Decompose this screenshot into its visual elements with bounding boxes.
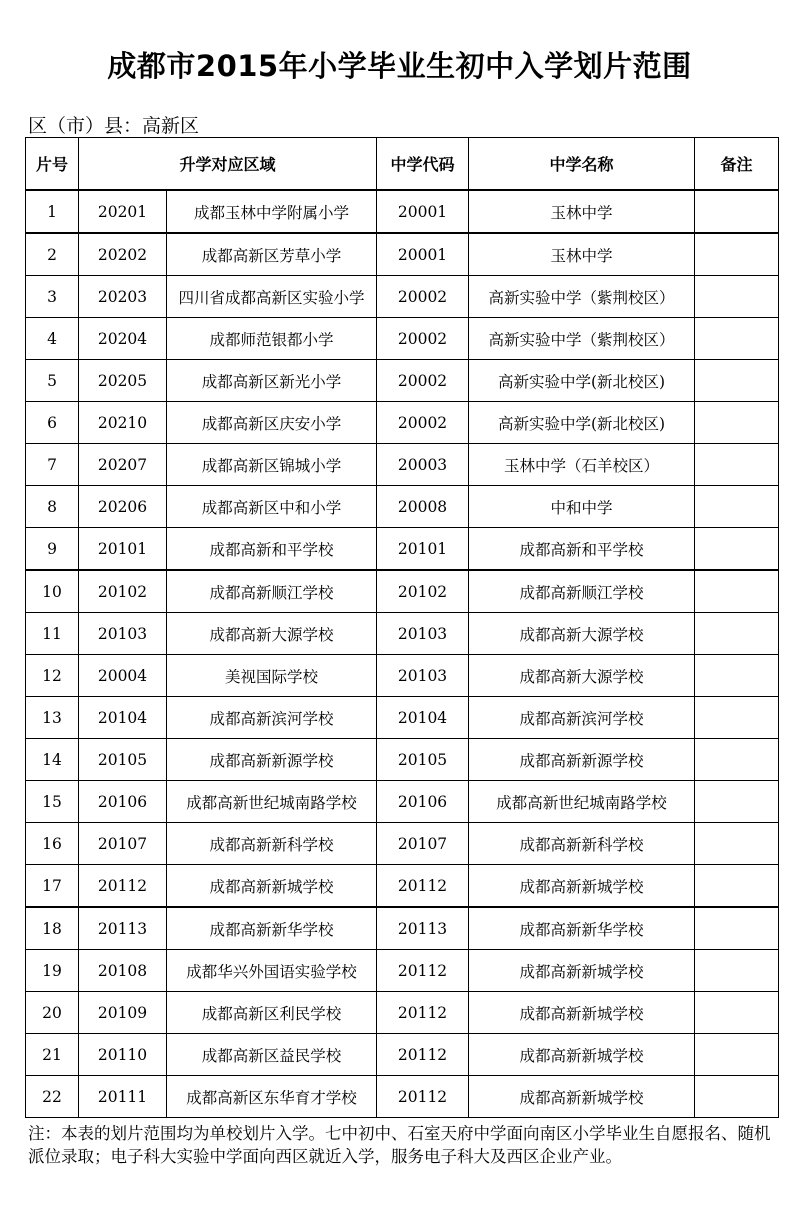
area-name-cell: 成都师范银都小学 <box>167 318 377 360</box>
zone-no-cell: 1 <box>26 190 79 233</box>
school-code-cell: 20112 <box>377 1076 469 1118</box>
zone-no-cell: 12 <box>26 655 79 697</box>
remark-cell <box>695 613 779 655</box>
area-name-cell: 美视国际学校 <box>167 655 377 697</box>
school-name-cell: 成都高新世纪城南路学校 <box>469 781 695 823</box>
header-zone-no: 片号 <box>26 138 79 191</box>
school-code-cell: 20103 <box>377 655 469 697</box>
area-name-cell: 成都高新和平学校 <box>167 528 377 571</box>
footnote: 注：本表的划片范围均为单校划片入学。七中初中、石室天府中学面向南区小学毕业生自愿报名、随机派位录取；电子科大实验中学面向西区就近入学，服务电子科大及西区企业产业。 <box>28 1124 771 1166</box>
school-name-cell: 玉林中学 <box>469 233 695 276</box>
area-name-cell: 成都华兴外国语实验学校 <box>167 950 377 992</box>
school-zoning-table <box>25 137 779 1118</box>
school-name-cell: 玉林中学（石羊校区） <box>469 444 695 486</box>
remark-cell <box>695 950 779 992</box>
area-code-cell: 20004 <box>79 655 167 697</box>
table-row <box>26 950 779 992</box>
area-code-cell: 20101 <box>79 528 167 571</box>
area-code-cell: 20111 <box>79 1076 167 1118</box>
area-name-cell: 成都高新新华学校 <box>167 907 377 950</box>
area-name-cell: 成都高新区利民学校 <box>167 992 377 1034</box>
remark-cell <box>695 697 779 739</box>
area-name-cell: 成都高新大源学校 <box>167 613 377 655</box>
school-code-cell: 20002 <box>377 318 469 360</box>
school-name-cell: 成都高新新源学校 <box>469 739 695 781</box>
school-code-cell: 20103 <box>377 613 469 655</box>
zone-no-cell: 9 <box>26 528 79 571</box>
zone-no-cell: 22 <box>26 1076 79 1118</box>
zone-no-cell: 13 <box>26 697 79 739</box>
area-code-cell: 20112 <box>79 865 167 908</box>
area-code-cell: 20108 <box>79 950 167 992</box>
school-code-cell: 20008 <box>377 486 469 528</box>
area-name-cell: 成都高新顺江学校 <box>167 570 377 613</box>
zone-no-cell: 6 <box>26 402 79 444</box>
table-row <box>26 992 779 1034</box>
area-code-cell: 20201 <box>79 190 167 233</box>
school-name-cell: 成都高新大源学校 <box>469 613 695 655</box>
table-row <box>26 360 779 402</box>
remark-cell <box>695 823 779 865</box>
zone-no-cell: 18 <box>26 907 79 950</box>
area-name-cell: 成都高新新源学校 <box>167 739 377 781</box>
area-name-cell: 成都高新区益民学校 <box>167 1034 377 1076</box>
school-name-cell: 成都高新滨河学校 <box>469 697 695 739</box>
header-school-code: 中学代码 <box>377 138 469 191</box>
zone-no-cell: 4 <box>26 318 79 360</box>
table-row <box>26 318 779 360</box>
remark-cell <box>695 570 779 613</box>
page-title: 成都市2015年小学毕业生初中入学划片范围 <box>107 49 692 83</box>
school-code-cell: 20102 <box>377 570 469 613</box>
school-code-cell: 20104 <box>377 697 469 739</box>
table-header-row <box>26 138 779 191</box>
school-code-cell: 20112 <box>377 865 469 908</box>
remark-cell <box>695 444 779 486</box>
table-row <box>26 402 779 444</box>
remark-cell <box>695 1076 779 1118</box>
zone-no-cell: 15 <box>26 781 79 823</box>
table-row <box>26 865 779 908</box>
remark-cell <box>695 865 779 908</box>
area-code-cell: 20105 <box>79 739 167 781</box>
area-name-cell: 成都高新新科学校 <box>167 823 377 865</box>
area-code-cell: 20210 <box>79 402 167 444</box>
table-row <box>26 570 779 613</box>
remark-cell <box>695 992 779 1034</box>
table-row <box>26 528 779 571</box>
area-name-cell: 成都高新区芳草小学 <box>167 233 377 276</box>
remark-cell <box>695 318 779 360</box>
area-name-cell: 成都高新新城学校 <box>167 865 377 908</box>
school-name-cell: 成都高新新城学校 <box>469 950 695 992</box>
area-name-cell: 成都高新世纪城南路学校 <box>167 781 377 823</box>
zone-no-cell: 11 <box>26 613 79 655</box>
school-name-cell: 高新实验中学(新北校区) <box>469 360 695 402</box>
school-code-cell: 20002 <box>377 402 469 444</box>
zone-no-cell: 14 <box>26 739 79 781</box>
school-name-cell: 玉林中学 <box>469 190 695 233</box>
remark-cell <box>695 276 779 318</box>
area-code-cell: 20103 <box>79 613 167 655</box>
school-name-cell: 成都高新新科学校 <box>469 823 695 865</box>
school-code-cell: 20002 <box>377 276 469 318</box>
area-name-cell: 成都高新区锦城小学 <box>167 444 377 486</box>
zone-no-cell: 19 <box>26 950 79 992</box>
area-code-cell: 20204 <box>79 318 167 360</box>
school-name-cell: 成都高新新城学校 <box>469 1076 695 1118</box>
school-code-cell: 20001 <box>377 190 469 233</box>
zone-no-cell: 16 <box>26 823 79 865</box>
area-name-cell: 成都高新区东华育才学校 <box>167 1076 377 1118</box>
area-code-cell: 20109 <box>79 992 167 1034</box>
school-name-cell: 高新实验中学（紫荆校区） <box>469 318 695 360</box>
header-remark: 备注 <box>695 138 779 191</box>
district-label: 区（市）县：高新区 <box>28 115 200 137</box>
area-code-cell: 20113 <box>79 907 167 950</box>
school-code-cell: 20112 <box>377 950 469 992</box>
remark-cell <box>695 781 779 823</box>
area-code-cell: 20202 <box>79 233 167 276</box>
school-code-cell: 20105 <box>377 739 469 781</box>
table-row <box>26 781 779 823</box>
area-code-cell: 20205 <box>79 360 167 402</box>
area-code-cell: 20104 <box>79 697 167 739</box>
remark-cell <box>695 1034 779 1076</box>
zone-no-cell: 7 <box>26 444 79 486</box>
area-code-cell: 20110 <box>79 1034 167 1076</box>
school-name-cell: 成都高新新城学校 <box>469 865 695 908</box>
remark-cell <box>695 402 779 444</box>
area-code-cell: 20206 <box>79 486 167 528</box>
school-code-cell: 20002 <box>377 360 469 402</box>
area-code-cell: 20106 <box>79 781 167 823</box>
remark-cell <box>695 655 779 697</box>
zone-no-cell: 8 <box>26 486 79 528</box>
header-school-name: 中学名称 <box>469 138 695 191</box>
school-code-cell: 20003 <box>377 444 469 486</box>
remark-cell <box>695 739 779 781</box>
table-row <box>26 233 779 276</box>
school-code-cell: 20106 <box>377 781 469 823</box>
school-name-cell: 成都高新顺江学校 <box>469 570 695 613</box>
school-name-cell: 成都高新大源学校 <box>469 655 695 697</box>
area-code-cell: 20107 <box>79 823 167 865</box>
table-row <box>26 739 779 781</box>
header-area: 升学对应区域 <box>79 138 377 191</box>
school-name-cell: 成都高新新华学校 <box>469 907 695 950</box>
school-code-cell: 20001 <box>377 233 469 276</box>
table-row <box>26 486 779 528</box>
table-row <box>26 907 779 950</box>
zone-no-cell: 3 <box>26 276 79 318</box>
table-row <box>26 613 779 655</box>
remark-cell <box>695 528 779 571</box>
remark-cell <box>695 190 779 233</box>
school-code-cell: 20113 <box>377 907 469 950</box>
area-name-cell: 成都高新滨河学校 <box>167 697 377 739</box>
school-code-cell: 20112 <box>377 992 469 1034</box>
zone-no-cell: 20 <box>26 992 79 1034</box>
zone-no-cell: 5 <box>26 360 79 402</box>
zone-no-cell: 10 <box>26 570 79 613</box>
table-body <box>26 190 779 1118</box>
school-name-cell: 高新实验中学（紫荆校区） <box>469 276 695 318</box>
zone-no-cell: 2 <box>26 233 79 276</box>
area-code-cell: 20207 <box>79 444 167 486</box>
table-row <box>26 1076 779 1118</box>
school-name-cell: 中和中学 <box>469 486 695 528</box>
table-row <box>26 190 779 233</box>
area-name-cell: 成都高新区新光小学 <box>167 360 377 402</box>
zone-no-cell: 21 <box>26 1034 79 1076</box>
school-name-cell: 成都高新和平学校 <box>469 528 695 571</box>
remark-cell <box>695 486 779 528</box>
table-row <box>26 655 779 697</box>
area-code-cell: 20102 <box>79 570 167 613</box>
school-code-cell: 20107 <box>377 823 469 865</box>
table-row <box>26 276 779 318</box>
area-name-cell: 成都高新区中和小学 <box>167 486 377 528</box>
remark-cell <box>695 360 779 402</box>
remark-cell <box>695 907 779 950</box>
remark-cell <box>695 233 779 276</box>
school-name-cell: 成都高新新城学校 <box>469 992 695 1034</box>
school-code-cell: 20112 <box>377 1034 469 1076</box>
table-row <box>26 823 779 865</box>
table-row <box>26 697 779 739</box>
area-code-cell: 20203 <box>79 276 167 318</box>
school-code-cell: 20101 <box>377 528 469 571</box>
table-row <box>26 1034 779 1076</box>
table-row <box>26 444 779 486</box>
area-name-cell: 成都高新区庆安小学 <box>167 402 377 444</box>
school-name-cell: 成都高新新城学校 <box>469 1034 695 1076</box>
area-name-cell: 四川省成都高新区实验小学 <box>167 276 377 318</box>
school-name-cell: 高新实验中学(新北校区) <box>469 402 695 444</box>
zone-no-cell: 17 <box>26 865 79 908</box>
area-name-cell: 成都玉林中学附属小学 <box>167 190 377 233</box>
